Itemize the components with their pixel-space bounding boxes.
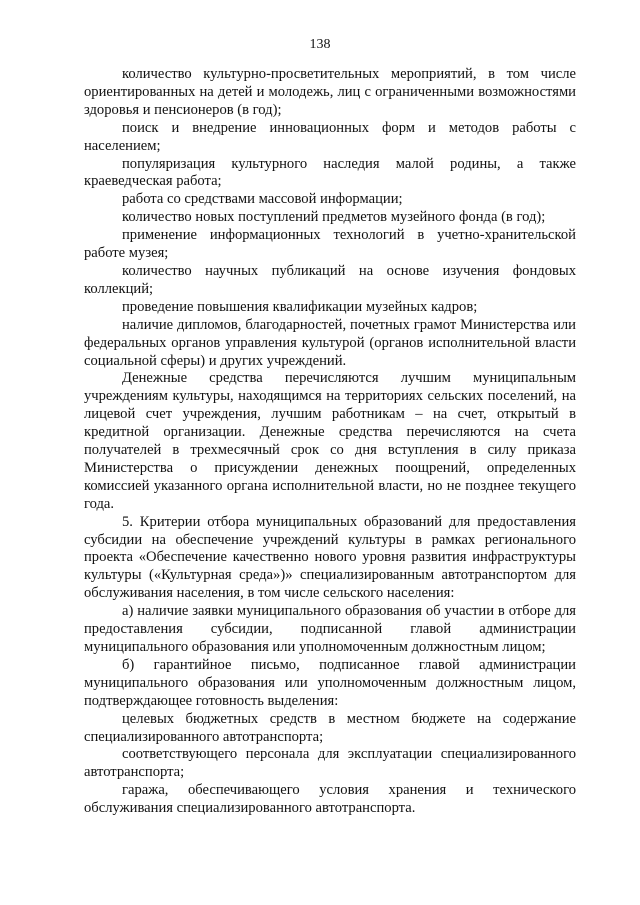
- paragraph: проведение повышения квалификации музейных кадров;: [122, 298, 478, 315]
- paragraph: Денежные средства перечисляются лучшим муниципальным учреждениям культуры, находящимся на территориях сельских поселений, на лицевой счет учреждения, лучшим работникам – на счет, открытый в кредитной организации. Денежные средства перечисляются на счета получателей в трехмесячный срок со дня вступления в силу приказа Министерства о присуждении денежных поощрений, определенных комиссией указанного органа исполнительной власти, но не позднее текущего года.: [84, 370, 576, 512]
- paragraph: целевых бюджетных средств в местном бюджете на содержание специализированного автотранспорта;: [84, 710, 576, 745]
- paragraph: количество новых поступлений предметов музейного фонда (в год);: [122, 209, 546, 226]
- paragraph: количество культурно-просветительных мероприятий, в том числе ориентированных на детей и молодежь, лиц с ограниченными возможностями здоровья и пенсионеров (в год);: [84, 66, 576, 118]
- document-body: [84, 66, 576, 818]
- paragraph: а) наличие заявки муниципального образования об участии в отборе для предоставления субсидии, подписанной главой администрации муниципального образования или уполномоченным должностным лицом;: [84, 603, 576, 655]
- paragraph: поиск и внедрение инновационных форм и методов работы с населением;: [84, 119, 576, 154]
- page-number: 138: [309, 37, 331, 52]
- paragraph: популяризация культурного наследия малой родины, а также краеведческая работа;: [84, 155, 576, 190]
- paragraph: б) гарантийное письмо, подписанное главой администрации муниципального образования или уполномоченным должностным лицом, подтверждающее готовность выделения:: [84, 656, 576, 709]
- paragraph: 5. Критерии отбора муниципальных образований для предоставления субсидии на обеспечение учреждений культуры в рамках регионального проекта «Обеспечение качественно нового уровня развития инфраструктуры культуры («Культурная среда»)» специализированным автотранспортом для обслуживания населения, в том числе сельского населения:: [84, 513, 576, 602]
- paragraph: работа со средствами массовой информации;: [122, 191, 403, 208]
- paragraph: количество научных публикаций на основе изучения фондовых коллекций;: [84, 262, 576, 297]
- paragraph: гаража, обеспечивающего условия хранения и технического обслуживания специализированного автотранспорта.: [84, 782, 576, 817]
- paragraph: применение информационных технологий в учетно-хранительской работе музея;: [84, 227, 576, 262]
- paragraph: наличие дипломов, благодарностей, почетных грамот Министерства или федеральных органов управления культурой (органов исполнительной власти социальной сферы) и других учреждений.: [84, 316, 576, 369]
- paragraph: соответствующего персонала для эксплуатации специализированного автотранспорта;: [84, 746, 576, 781]
